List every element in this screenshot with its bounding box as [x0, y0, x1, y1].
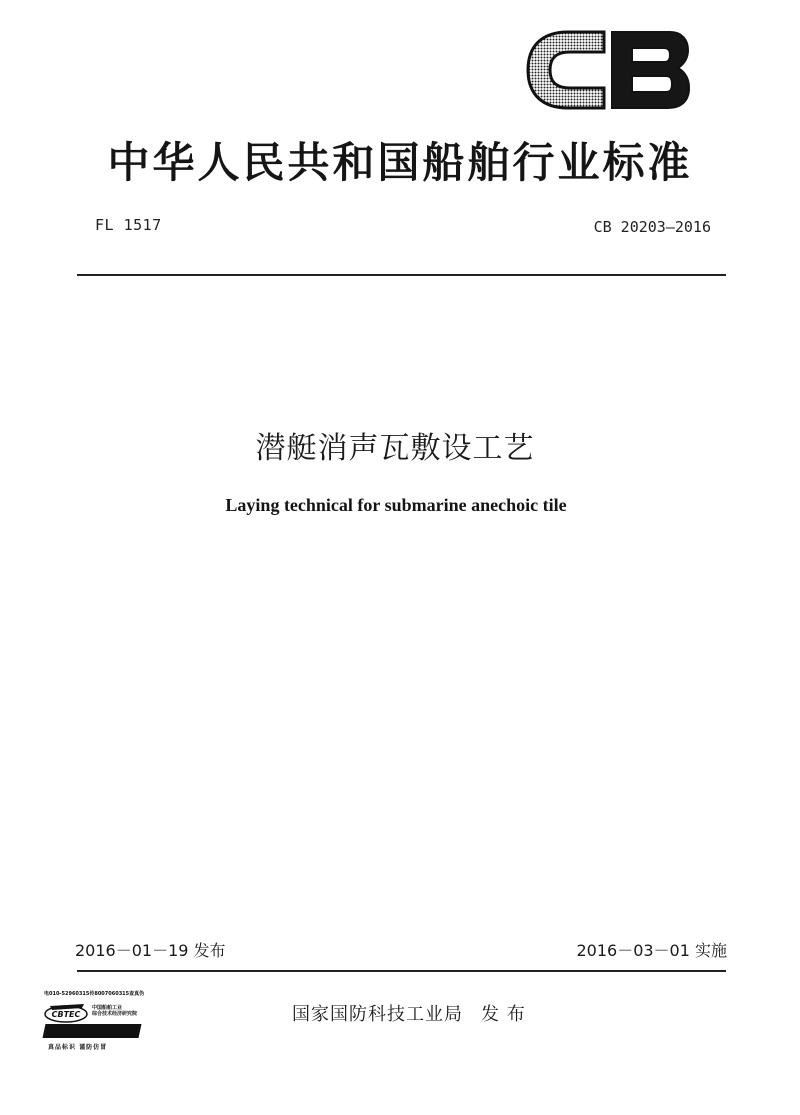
footer-divider	[77, 970, 726, 972]
publisher	[292, 1000, 526, 1026]
anti-counterfeit-bar	[43, 1024, 142, 1038]
header-divider	[77, 274, 726, 276]
publisher-name: 国家国防科技工业局	[292, 1004, 463, 1025]
standard-type-title: 中华人民共和国船舶行业标准	[107, 138, 693, 187]
release-date: 2016－01－19 发布	[75, 941, 226, 960]
publisher-suffix: 发 布	[481, 1004, 526, 1025]
anti-counterfeit-org-line-2: 综合技术经济研究院	[92, 1011, 138, 1017]
anti-counterfeit-label	[40, 988, 146, 1052]
anti-counterfeit-phone: 电010-52960315传8007060315查真伪	[44, 991, 145, 997]
cb-logo-b	[612, 32, 689, 108]
anti-counterfeit-org-line-1: 中国船舶工业	[92, 1005, 123, 1011]
anti-counterfeit-org	[92, 1005, 137, 1017]
cb-logo-text: CB	[608, 111, 611, 113]
cbtec-logo-text: CBTEC	[51, 1010, 81, 1019]
document-title-zh: 潜艇消声瓦敷设工艺	[255, 431, 535, 466]
cbtec-logo	[44, 1002, 90, 1024]
cb-logo-c	[528, 32, 604, 108]
document-title-en: Laying technical for submarine anechoic tile	[225, 495, 567, 515]
standard-number: CB 20203—2016	[593, 218, 711, 236]
anti-counterfeit-caption: 真品标识 谨防仿冒	[48, 1044, 108, 1051]
implementation-date: 2016－03－01 实施	[576, 941, 727, 960]
classification-code: FL 1517	[95, 216, 162, 234]
cb-logo	[522, 26, 694, 114]
